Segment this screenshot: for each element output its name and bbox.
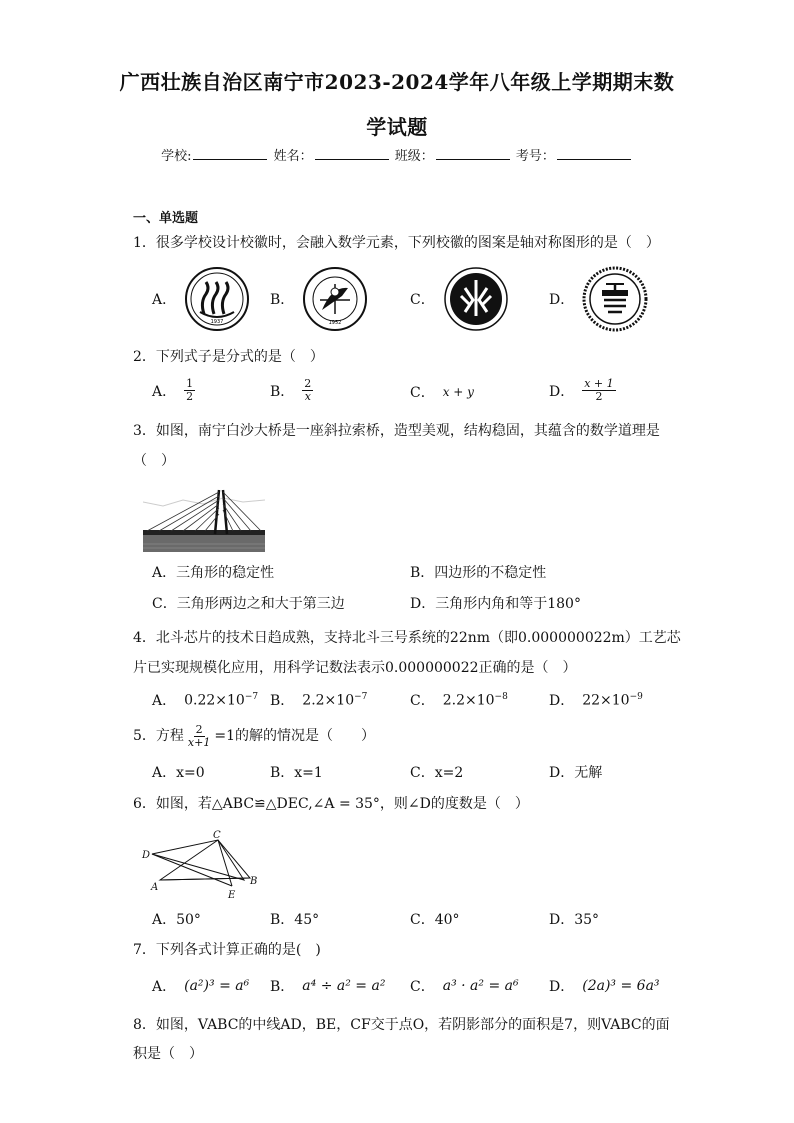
q4-option-c[interactable]	[410, 690, 508, 710]
q1-option-c-label: C．	[410, 292, 435, 308]
q2-option-b[interactable]	[270, 378, 313, 403]
section-heading: 一、单选题	[133, 211, 199, 226]
q7-option-b-label: B．	[270, 979, 295, 995]
q2-c-expression: x + y	[442, 385, 474, 399]
emblem-a-year: 1937	[210, 319, 224, 325]
q7-option-b[interactable]	[270, 976, 385, 996]
q2-option-a[interactable]	[152, 378, 195, 403]
q2-b-denominator: x	[304, 390, 311, 403]
exam-title-line2: 学试题	[366, 115, 428, 139]
q4-a-exponent: −7	[244, 691, 259, 702]
q5-option-a[interactable]: A．x=0	[152, 765, 205, 781]
q6-option-b[interactable]: B．45°	[270, 912, 320, 928]
q7-stem: 7．下列各式计算正确的是( )	[133, 942, 321, 958]
q4-option-c-label: C．	[410, 693, 435, 709]
q6-stem: 6．如图，若△ABC≌△DEC,∠A = 35°，则∠D的度数是（ ）	[133, 796, 529, 812]
q6-triangle-figure	[140, 828, 262, 902]
q2-d-denominator: 2	[595, 390, 603, 403]
q3-option-b[interactable]: B．四边形的不稳定性	[410, 565, 547, 581]
q6-label-b: B	[250, 876, 258, 887]
number-label: 考号：	[515, 149, 555, 164]
q5-stem	[133, 722, 375, 750]
q2-option-a-fraction	[184, 378, 195, 403]
q5-numerator: 2	[195, 722, 203, 736]
q8-stem-line1: 8．如图，VABC的中线AD，BE，CF交于点O，若阴影部分的面积是7，则VABC的面	[133, 1017, 670, 1033]
q4-a-base: 0.22×10	[184, 692, 245, 709]
school-emblem-a-icon	[184, 266, 250, 332]
q6-option-d[interactable]: D．35°	[549, 912, 600, 928]
q2-option-c-label: C．	[410, 385, 435, 401]
q3-option-d[interactable]: D．三角形内角和等于180°	[410, 596, 581, 612]
q2-a-denominator: 2	[186, 390, 194, 403]
q2-b-numerator: 2	[304, 377, 312, 390]
school-blank[interactable]	[193, 147, 267, 160]
q3-stem-line1: 3．如图，南宁白沙大桥是一座斜拉索桥，造型美观，结构稳固，其蕴含的数学道理是	[133, 423, 660, 439]
q6-label-c: C	[213, 830, 221, 841]
school-label: 学校:	[161, 149, 192, 164]
q1-option-a-label: A．	[152, 292, 177, 308]
q3-stem-line2: （ ）	[133, 453, 175, 469]
q4-c-base: 2.2×10	[442, 692, 495, 709]
q2-a-numerator: 1	[186, 377, 194, 390]
school-emblem-c-icon	[443, 266, 509, 332]
q6-label-d: D	[142, 850, 151, 861]
q2-option-d-label: D．	[549, 383, 575, 400]
q4-option-b[interactable]	[270, 690, 367, 710]
q4-option-d[interactable]	[549, 690, 643, 710]
q2-option-d[interactable]	[549, 378, 616, 403]
q6-label-a: A	[151, 882, 159, 893]
student-info-row	[0, 145, 794, 164]
q4-option-a-value	[184, 692, 258, 709]
q5-suffix: =1的解的情况是（ ）	[214, 728, 375, 744]
emblem-b-year: 1952	[328, 320, 342, 326]
q6-label-e: E	[228, 890, 236, 901]
q7-option-c-label: C．	[410, 979, 435, 995]
name-label: 姓名：	[273, 149, 313, 164]
q1-option-b-label: B．	[270, 292, 295, 308]
q4-b-base: 2.2×10	[302, 692, 355, 709]
q2-option-d-fraction	[582, 378, 615, 403]
q5-option-c[interactable]: C．x=2	[410, 765, 464, 781]
q1-option-d[interactable]	[549, 266, 648, 332]
q7-option-d[interactable]	[549, 976, 660, 996]
q4-option-c-value	[443, 692, 508, 709]
q1-option-d-label: D．	[549, 292, 575, 308]
q5-fraction	[186, 724, 212, 749]
q7-option-d-label: D．	[549, 979, 575, 995]
q6-option-c[interactable]: C．40°	[410, 912, 460, 928]
q1-stem: 1．很多学校设计校徽时，会融入数学元素，下列校徽的图案是轴对称图形的是（ ）	[133, 235, 660, 251]
school-emblem-d-icon	[582, 266, 648, 332]
q2-option-b-fraction	[302, 378, 313, 403]
q2-option-c[interactable]	[410, 382, 474, 402]
number-blank[interactable]	[557, 147, 631, 160]
name-blank[interactable]	[315, 147, 389, 160]
q1-option-a[interactable]	[152, 266, 250, 332]
q4-d-base: 22×10	[582, 692, 630, 709]
q4-b-exponent: −7	[354, 691, 368, 702]
q3-option-c[interactable]: C．三角形两边之和大于第三边	[152, 596, 345, 612]
q7-option-a-label: A．	[152, 979, 177, 995]
q1-option-c[interactable]	[410, 266, 509, 332]
class-blank[interactable]	[436, 147, 510, 160]
q4-c-exponent: −8	[494, 691, 508, 702]
q5-prefix: 5．方程	[133, 728, 184, 744]
q4-option-a-label: A．	[152, 693, 177, 709]
q5-option-b[interactable]: B．x=1	[270, 765, 323, 781]
q2-d-numerator: x + 1	[584, 377, 614, 390]
q5-denominator: x+1	[187, 735, 211, 749]
q3-option-a[interactable]: A．三角形的稳定性	[152, 565, 275, 581]
q4-option-a[interactable]	[152, 690, 258, 710]
q6-option-a[interactable]: A．50°	[152, 912, 201, 928]
exam-title-line1: 广西壮族自治区南宁市2023-2024学年八年级上学期期末数	[119, 70, 675, 94]
q4-option-b-label: B．	[270, 693, 295, 709]
q7-option-d-expr: (2a)³ = 6a³	[582, 978, 660, 994]
q4-option-d-label: D．	[549, 693, 575, 709]
q4-stem-line1: 4．北斗芯片的技术日趋成熟，支持北斗三号系统的22nm（即0.000000022m）工艺芯	[133, 630, 681, 646]
bridge-photo	[143, 488, 265, 552]
q5-option-d[interactable]: D．无解	[549, 765, 603, 781]
q4-option-d-value	[582, 692, 643, 709]
q7-option-c[interactable]	[410, 976, 519, 996]
q7-option-c-expr: a³ · a² = a⁶	[442, 978, 519, 994]
q1-option-b[interactable]	[270, 266, 368, 332]
q7-option-b-expr: a⁴ ÷ a² = a²	[302, 978, 386, 994]
q4-option-b-value	[302, 692, 367, 709]
q2-option-b-label: B．	[270, 383, 295, 400]
q7-option-a-expr: (a²)³ = a⁶	[184, 978, 250, 994]
q8-stem-line2: 积是（ ）	[133, 1046, 203, 1062]
class-label: 班级：	[394, 149, 434, 164]
q4-d-exponent: −9	[629, 691, 643, 702]
q7-option-a[interactable]	[152, 976, 249, 996]
q4-stem-line2: 片已实现规模化应用，用科学记数法表示0.000000022正确的是（ ）	[133, 660, 577, 676]
q2-option-a-label: A．	[152, 383, 177, 400]
school-emblem-b-icon	[302, 266, 368, 332]
q2-stem: 2．下列式子是分式的是（ ）	[133, 349, 324, 365]
